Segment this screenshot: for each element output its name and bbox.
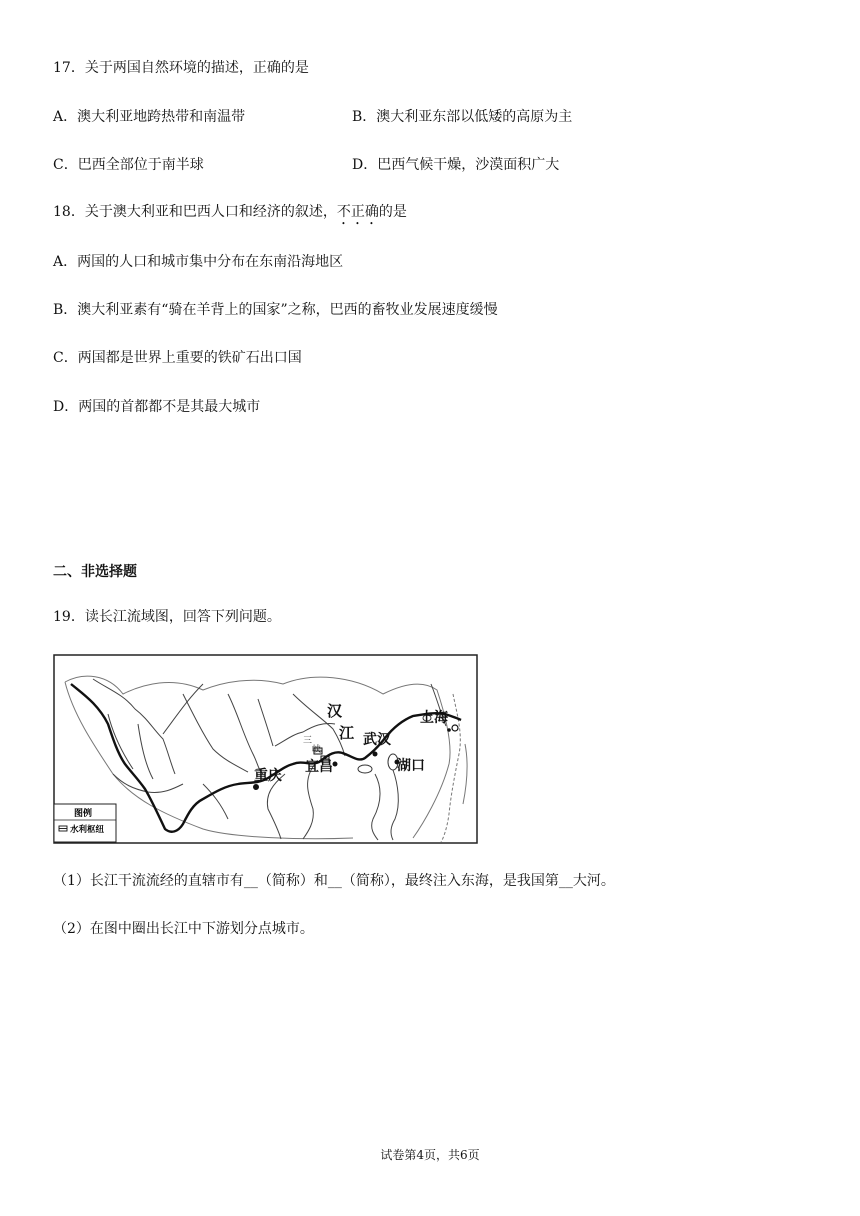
city-dot-shanghai-inner — [447, 728, 451, 732]
q19-stem: 19．读长江流域图，回答下列问题。 — [53, 609, 281, 625]
label-shanghai: 上海 — [420, 710, 448, 726]
label-chongqing: 重庆 — [254, 768, 282, 784]
q18-option-c: C．两国都是世界上重要的铁矿石出口国 — [53, 350, 302, 366]
q18-stem-post: 的是 — [378, 204, 407, 220]
q18-stem-emphasis: 不正确 — [336, 204, 379, 220]
city-dot-wuhan — [373, 752, 378, 757]
q18-option-d: D．两国的首都都不是其最大城市 — [53, 399, 261, 415]
q17-option-d: D．巴西气候干燥，沙漠面积广大 — [352, 157, 560, 173]
q19-sub2: （2）在图中圈出长江中下游划分点城市。 — [53, 921, 314, 937]
city-dot-yichang — [333, 762, 338, 767]
label-wuhan: 武汉 — [363, 732, 391, 748]
q18-stem — [53, 202, 407, 228]
q17-option-a: A．澳大利亚地跨热带和南温带 — [53, 109, 246, 125]
legend-dam-label: 水利枢纽 — [70, 825, 105, 835]
q17-option-c: C．巴西全部位于南半球 — [53, 157, 204, 173]
city-dot-chongqing — [253, 784, 259, 790]
section-title: 二、非选择题 — [53, 564, 137, 580]
lake-dongting — [358, 765, 372, 773]
q18-option-a: A．两国的人口和城市集中分布在东南沿海地区 — [53, 254, 344, 270]
label-sanxia-2: 峡 — [312, 745, 322, 755]
q18-stem-pre: 18．关于澳大利亚和巴西人口和经济的叙述， — [53, 204, 337, 220]
q17-stem: 17．关于两国自然环境的描述，正确的是 — [53, 60, 309, 76]
label-hukou: 湖口 — [397, 758, 425, 774]
label-sanxia-1: 三 — [303, 736, 313, 746]
q19-sub1: （1）长江干流流经的直辖市有__（简称）和__（简称），最终注入东海，是我国第__大河。 — [53, 873, 615, 889]
map-legend — [54, 804, 116, 842]
label-hanjiang-han: 汉 — [327, 702, 343, 720]
q18-option-b: B．澳大利亚素有“骑在羊背上的国家”之称，巴西的畜牧业发展速度缓慢 — [53, 302, 498, 318]
page-footer: 试卷第4页，共6页 — [380, 1148, 480, 1162]
q17-option-b: B．澳大利亚东部以低矮的高原为主 — [352, 109, 573, 125]
label-yichang: 宜昌 — [305, 759, 333, 775]
yangtze-basin-map — [53, 654, 478, 844]
legend-title: 图例 — [73, 809, 93, 819]
label-hanjiang-jiang: 江 — [339, 724, 355, 742]
